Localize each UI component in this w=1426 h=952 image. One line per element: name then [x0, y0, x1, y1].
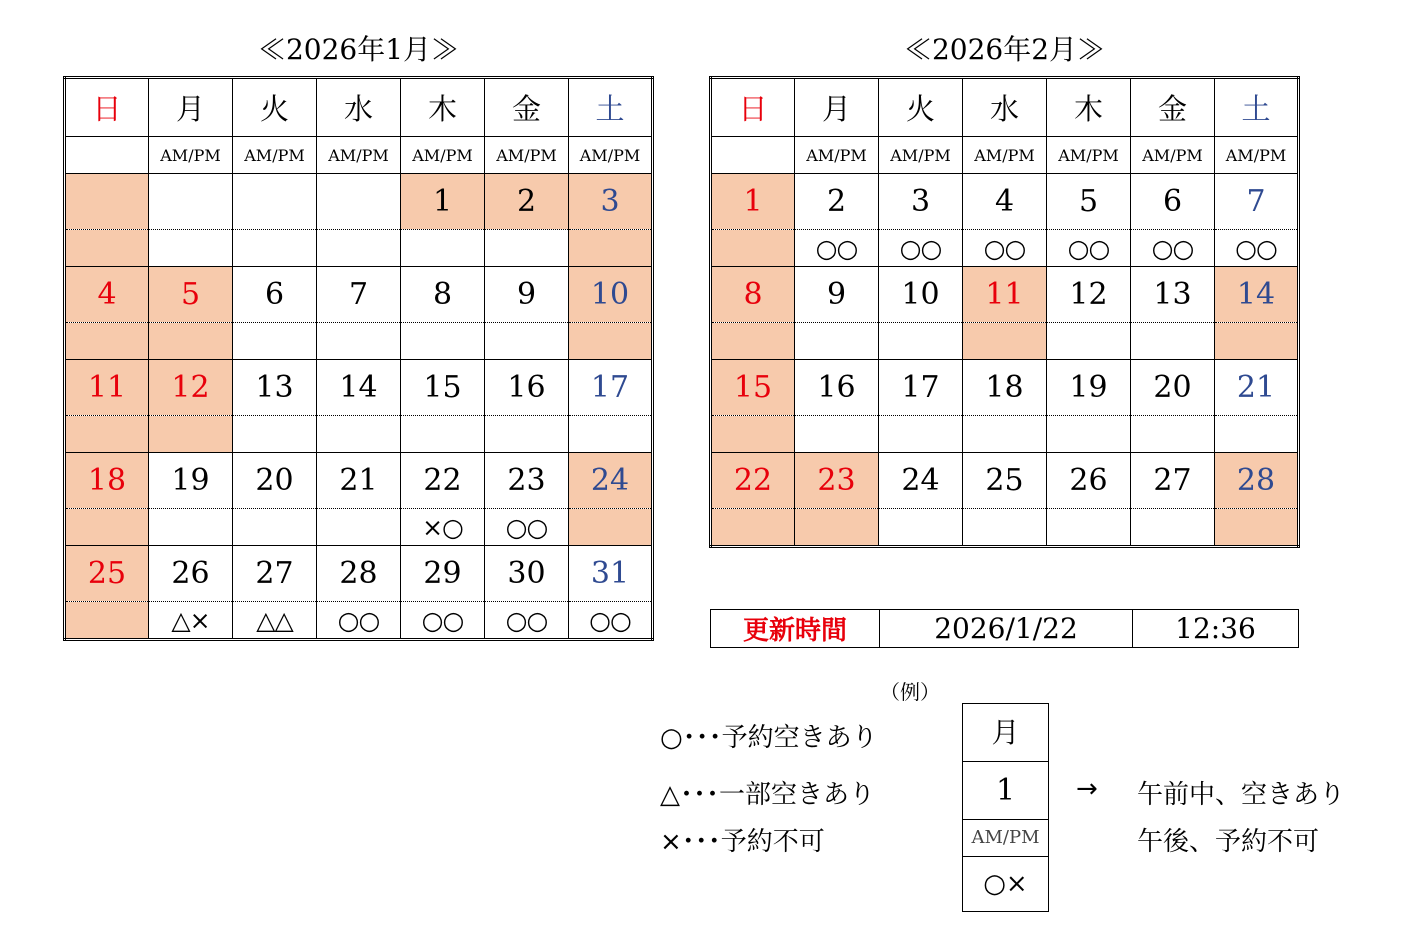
day-number: 3: [879, 174, 963, 230]
day-number: [233, 174, 317, 230]
day-number: 17: [569, 360, 653, 416]
availability-mark: [401, 323, 485, 360]
availability-mark: [711, 230, 795, 267]
ampm-label: AM/PM: [317, 137, 401, 174]
weekday-header: 土: [569, 78, 653, 137]
availability-mark: [233, 323, 317, 360]
day-number: 24: [569, 453, 653, 509]
day-number: 20: [1131, 360, 1215, 416]
day-number: 29: [401, 546, 485, 602]
weekday-header: 金: [485, 78, 569, 137]
availability-mark: [317, 509, 401, 546]
day-number: 2: [485, 174, 569, 230]
day-number: 3: [569, 174, 653, 230]
availability-mark: [1047, 509, 1131, 547]
day-number: 1: [401, 174, 485, 230]
day-number: 4: [963, 174, 1047, 230]
example-number: 1: [963, 762, 1048, 820]
weekday-header: 水: [317, 78, 401, 137]
update-label: 更新時間: [711, 610, 880, 648]
availability-mark: [401, 230, 485, 267]
availability-mark: [879, 323, 963, 360]
ampm-label: AM/PM: [963, 137, 1047, 174]
day-number: 18: [963, 360, 1047, 416]
day-number: 25: [65, 546, 149, 602]
day-number: 5: [149, 267, 233, 323]
day-number: [317, 174, 401, 230]
availability-mark: [569, 509, 653, 546]
day-number: 28: [1215, 453, 1299, 509]
example-pm-description: 午後、予約不可: [1137, 827, 1320, 857]
day-number: 15: [711, 360, 795, 416]
availability-mark: ×○: [401, 509, 485, 546]
day-number: 10: [569, 267, 653, 323]
availability-mark: ○○: [795, 230, 879, 267]
availability-mark: [1215, 323, 1299, 360]
day-number: 14: [1215, 267, 1299, 323]
availability-mark: [711, 323, 795, 360]
day-number: [149, 174, 233, 230]
day-number: 2: [795, 174, 879, 230]
availability-mark: [149, 416, 233, 453]
availability-mark: [149, 509, 233, 546]
ampm-label: AM/PM: [1131, 137, 1215, 174]
availability-mark: [1131, 509, 1215, 547]
weekday-header: 火: [879, 78, 963, 137]
legend-triangle: △･･･一部空きあり: [660, 780, 875, 810]
jan-title: ≪2026年1月≫: [257, 33, 460, 66]
legend-cross: ×･･･予約不可: [660, 827, 825, 857]
day-number: 14: [317, 360, 401, 416]
availability-mark: [401, 416, 485, 453]
availability-mark: ○○: [879, 230, 963, 267]
availability-mark: ○○: [485, 509, 569, 546]
weekday-header: 月: [795, 78, 879, 137]
day-number: 27: [233, 546, 317, 602]
ampm-label: AM/PM: [149, 137, 233, 174]
day-number: 19: [1047, 360, 1131, 416]
day-number: 30: [485, 546, 569, 602]
calendar-february: [709, 76, 1300, 548]
availability-mark: [1215, 416, 1299, 453]
availability-mark: [1131, 416, 1215, 453]
example-ampm: AM/PM: [963, 820, 1048, 857]
example-cell: [962, 703, 1049, 912]
update-time: 12:36: [1133, 610, 1299, 648]
day-number: 7: [317, 267, 401, 323]
day-number: 17: [879, 360, 963, 416]
ampm-label: AM/PM: [233, 137, 317, 174]
day-number: 5: [1047, 174, 1131, 230]
legend-circle: ○･･･予約空きあり: [660, 723, 878, 753]
day-number: 20: [233, 453, 317, 509]
day-number: 12: [1047, 267, 1131, 323]
day-number: 6: [233, 267, 317, 323]
example-am-description: 午前中、空きあり: [1137, 780, 1346, 810]
availability-mark: [569, 323, 653, 360]
day-number: 28: [317, 546, 401, 602]
weekday-header: 木: [1047, 78, 1131, 137]
day-number: 22: [401, 453, 485, 509]
weekday-header: 火: [233, 78, 317, 137]
feb-title: ≪2026年2月≫: [903, 33, 1106, 66]
day-number: 11: [65, 360, 149, 416]
availability-mark: [569, 416, 653, 453]
availability-mark: ○○: [963, 230, 1047, 267]
availability-mark: [65, 230, 149, 267]
ampm-label: AM/PM: [485, 137, 569, 174]
day-number: 16: [795, 360, 879, 416]
day-number: 15: [401, 360, 485, 416]
availability-mark: ○○: [485, 602, 569, 640]
day-number: 11: [963, 267, 1047, 323]
availability-mark: ○○: [317, 602, 401, 640]
example-mark: ○×: [983, 869, 1028, 899]
day-number: 26: [149, 546, 233, 602]
example-label: （例）: [880, 680, 940, 704]
availability-mark: [879, 509, 963, 547]
availability-mark: ○○: [1215, 230, 1299, 267]
day-number: 23: [485, 453, 569, 509]
ampm-label: AM/PM: [879, 137, 963, 174]
weekday-header: 月: [149, 78, 233, 137]
availability-mark: [149, 323, 233, 360]
day-number: 9: [485, 267, 569, 323]
availability-mark: [795, 323, 879, 360]
day-number: 31: [569, 546, 653, 602]
day-number: 21: [1215, 360, 1299, 416]
availability-mark: [317, 323, 401, 360]
availability-mark: [1215, 509, 1299, 547]
availability-mark: [65, 416, 149, 453]
availability-mark: △×: [149, 602, 233, 640]
availability-mark: [963, 416, 1047, 453]
availability-mark: ○○: [1047, 230, 1131, 267]
availability-mark: [233, 509, 317, 546]
availability-mark: [317, 416, 401, 453]
availability-mark: [233, 230, 317, 267]
weekday-header: 木: [401, 78, 485, 137]
availability-mark: [65, 509, 149, 546]
day-number: 12: [149, 360, 233, 416]
availability-mark: [795, 509, 879, 547]
ampm-label: AM/PM: [1047, 137, 1131, 174]
availability-mark: [233, 416, 317, 453]
day-number: 10: [879, 267, 963, 323]
day-number: 16: [485, 360, 569, 416]
availability-mark: ○○: [401, 602, 485, 640]
calendar-january: [63, 76, 654, 641]
day-number: 7: [1215, 174, 1299, 230]
day-number: 23: [795, 453, 879, 509]
availability-mark: △△: [233, 602, 317, 640]
day-number: 27: [1131, 453, 1215, 509]
availability-mark: [795, 416, 879, 453]
day-number: 4: [65, 267, 149, 323]
availability-mark: ○○: [1131, 230, 1215, 267]
day-number: 19: [149, 453, 233, 509]
ampm-label: AM/PM: [1215, 137, 1299, 174]
day-number: 24: [879, 453, 963, 509]
weekday-header: 金: [1131, 78, 1215, 137]
weekday-header: 土: [1215, 78, 1299, 137]
day-number: 22: [711, 453, 795, 509]
availability-mark: [485, 323, 569, 360]
day-number: 25: [963, 453, 1047, 509]
day-number: 6: [1131, 174, 1215, 230]
day-number: 26: [1047, 453, 1131, 509]
availability-mark: [65, 323, 149, 360]
availability-mark: ○○: [569, 602, 653, 640]
weekday-header: 水: [963, 78, 1047, 137]
availability-mark: [963, 323, 1047, 360]
availability-mark: [317, 230, 401, 267]
day-number: 1: [711, 174, 795, 230]
ampm-label: AM/PM: [401, 137, 485, 174]
day-number: 18: [65, 453, 149, 509]
availability-mark: [1047, 416, 1131, 453]
availability-mark: [879, 416, 963, 453]
day-number: 9: [795, 267, 879, 323]
availability-mark: [485, 416, 569, 453]
ampm-label: [711, 137, 795, 174]
ampm-label: AM/PM: [795, 137, 879, 174]
day-number: 13: [1131, 267, 1215, 323]
day-number: 8: [711, 267, 795, 323]
weekday-header: 日: [65, 78, 149, 137]
ampm-label: [65, 137, 149, 174]
day-number: [65, 174, 149, 230]
availability-mark: [569, 230, 653, 267]
availability-mark: [149, 230, 233, 267]
day-number: 8: [401, 267, 485, 323]
arrow-icon: →: [1076, 774, 1098, 804]
availability-mark: [65, 602, 149, 640]
update-time-table: [710, 609, 1299, 648]
availability-mark: [485, 230, 569, 267]
availability-mark: [711, 416, 795, 453]
availability-mark: [963, 509, 1047, 547]
day-number: 21: [317, 453, 401, 509]
update-date: 2026/1/22: [880, 610, 1133, 648]
availability-mark: [1047, 323, 1131, 360]
ampm-label: AM/PM: [569, 137, 653, 174]
availability-mark: [1131, 323, 1215, 360]
weekday-header: 日: [711, 78, 795, 137]
availability-mark: [711, 509, 795, 547]
example-day: 月: [963, 704, 1048, 762]
day-number: 13: [233, 360, 317, 416]
